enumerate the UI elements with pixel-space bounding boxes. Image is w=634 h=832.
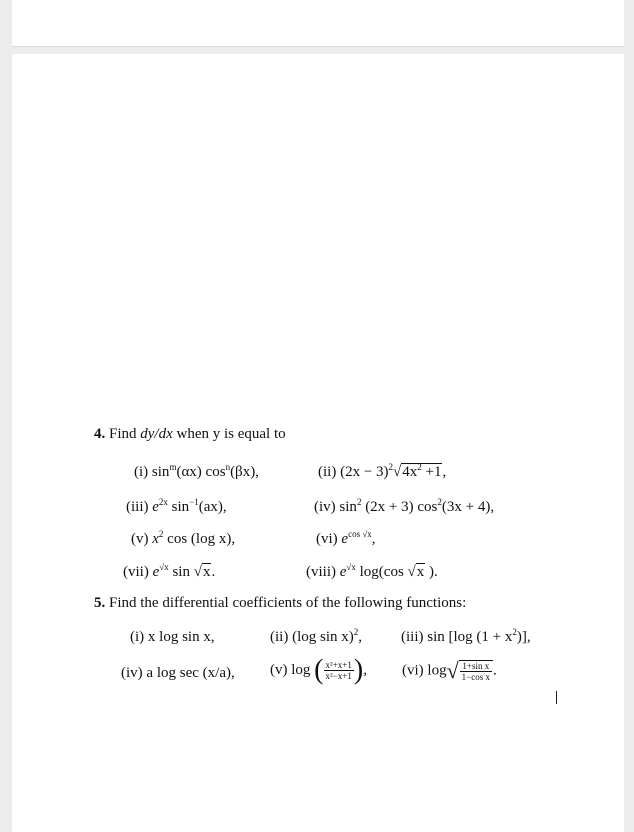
q5-item-v [270, 654, 367, 686]
q4-iii-exp-b: −1 [189, 497, 199, 507]
q5-iii-text-a: sin [log (1 + x [427, 629, 513, 645]
q4-iv-text-a: sin [339, 499, 357, 515]
q4-ii-root-exp: 2 [417, 462, 422, 472]
q4-iii-text-c: (ax), [198, 499, 227, 515]
q4-vii-text-a: e [152, 564, 160, 580]
q5-v-fraction [324, 660, 354, 681]
q4-item-iv [314, 498, 494, 516]
q4-viii-end: ). [425, 564, 438, 580]
q4-v-text-b: cos (log x), [163, 531, 236, 547]
q5-prompt [94, 594, 466, 612]
q4-vi-label: (vi) [316, 531, 338, 547]
q5-vi-denominator: 1−cos x [461, 672, 490, 682]
q4-iv-text-b: (2x + 3) cos [361, 499, 438, 515]
q4-viii-exp: √x [346, 562, 356, 572]
q4-iv-text-c: (3x + 4), [441, 499, 495, 515]
q5-i-label: (i) [130, 629, 145, 645]
q5-vi-label: (vi) [402, 662, 424, 679]
q4-prompt-var: dy/dx [140, 426, 173, 442]
q5-ii-text-a: (log sin x) [292, 629, 354, 645]
sqrt-sign: √ [393, 464, 402, 480]
q4-prompt-post: when y is equal to [172, 426, 286, 442]
q4-iii-exp: 2x [158, 497, 168, 507]
q4-iv-exp: 2 [356, 497, 362, 507]
q5-vi-text-a: log [427, 662, 447, 679]
q4-vii-exp: √x [159, 562, 169, 572]
q4-ii-text-a: (2x − 3) [340, 464, 389, 480]
q4-vi-exp: cos √x [348, 529, 372, 539]
right-paren: ) [353, 654, 364, 686]
q5-v-text-a: log [291, 661, 311, 678]
q5-ii-label: (ii) [270, 629, 289, 645]
q5-iii-exp: 2 [512, 627, 517, 637]
q4-ii-exp: 2 [388, 462, 394, 472]
sqrt-sign: √ [193, 564, 202, 580]
q4-viii-label: (viii) [306, 564, 336, 580]
q4-v-label: (v) [131, 531, 149, 547]
q4-iii-label: (iii) [126, 499, 149, 515]
q4-iii-text-a: e [152, 499, 159, 515]
q4-i-exp-m: m [169, 462, 177, 472]
q4-viii-radicand: x [416, 564, 425, 580]
q4-item-viii [306, 563, 438, 581]
sqrt-sign: √ [446, 658, 459, 683]
q4-item-v [131, 530, 235, 548]
q4-v-exp: 2 [158, 529, 164, 539]
q4-item-i [134, 463, 259, 481]
q5-v-label: (v) [270, 661, 288, 678]
q5-iv-text: a log sec (x/a), [146, 665, 235, 681]
q4-ii-root-a: 4x [402, 464, 418, 480]
q5-item-ii [270, 628, 362, 646]
q4-number: 4. [94, 426, 106, 442]
q4-ii-radicand [401, 463, 442, 480]
q5-prompt-text: Find the differential coefficients of the following functions: [109, 595, 467, 611]
q4-vii-end: . [211, 564, 216, 580]
q5-iv-label: (iv) [121, 665, 143, 681]
q5-vi-end: . [493, 662, 497, 679]
q5-item-iii [401, 628, 531, 646]
q5-iii-label: (iii) [401, 629, 424, 645]
q4-vii-text-b: sin [168, 564, 194, 580]
q4-item-vi [316, 530, 376, 548]
left-paren: ( [314, 654, 324, 686]
q4-ii-label: (ii) [318, 464, 337, 480]
q4-ii-end: , [442, 464, 447, 480]
q5-i-text: x log sin x, [147, 629, 215, 645]
q4-prompt-pre: Find [109, 426, 141, 442]
q4-vii-radicand: x [202, 564, 211, 580]
q5-item-iv [121, 664, 235, 682]
q5-ii-exp: 2 [353, 627, 359, 637]
q5-v-numerator: x²+x+1 [325, 660, 352, 670]
q4-viii-text-a: e [339, 564, 347, 580]
q4-item-iii [126, 498, 227, 516]
q4-i-text-b: (αx) cos [176, 464, 226, 480]
q4-i-text-c: (βx), [230, 464, 259, 480]
q4-item-ii [318, 463, 446, 481]
sqrt-sign: √ [407, 564, 416, 580]
q4-v-text-a: x [152, 531, 159, 547]
q4-i-text-a: sin [151, 464, 170, 480]
q5-ii-end: , [358, 629, 362, 645]
q4-iii-text-b: sin [167, 499, 190, 515]
q4-iv-exp-b: 2 [437, 497, 442, 507]
q4-iv-label: (iv) [314, 499, 336, 515]
q5-vi-numerator: 1+sin x [460, 661, 492, 672]
q4-prompt [94, 425, 286, 443]
text-cursor [556, 691, 557, 704]
q4-vii-label: (vii) [123, 564, 149, 580]
q5-v-denominator: x²−x+1 [325, 671, 352, 681]
q4-vi-end: , [371, 531, 376, 547]
q4-i-label: (i) [134, 464, 149, 480]
q5-item-vi [402, 660, 497, 682]
q4-viii-text-b: log(cos [355, 564, 408, 580]
q4-vi-text-a: e [341, 531, 349, 547]
q5-vi-fraction [459, 660, 493, 682]
q4-item-vii [123, 563, 215, 581]
q5-item-i [130, 628, 215, 646]
q5-iii-end: )], [516, 629, 531, 645]
q5-v-end: , [363, 661, 367, 678]
q5-number: 5. [94, 595, 106, 611]
q4-ii-root-b: +1 [421, 464, 442, 480]
q4-i-exp-n: n [225, 462, 231, 472]
